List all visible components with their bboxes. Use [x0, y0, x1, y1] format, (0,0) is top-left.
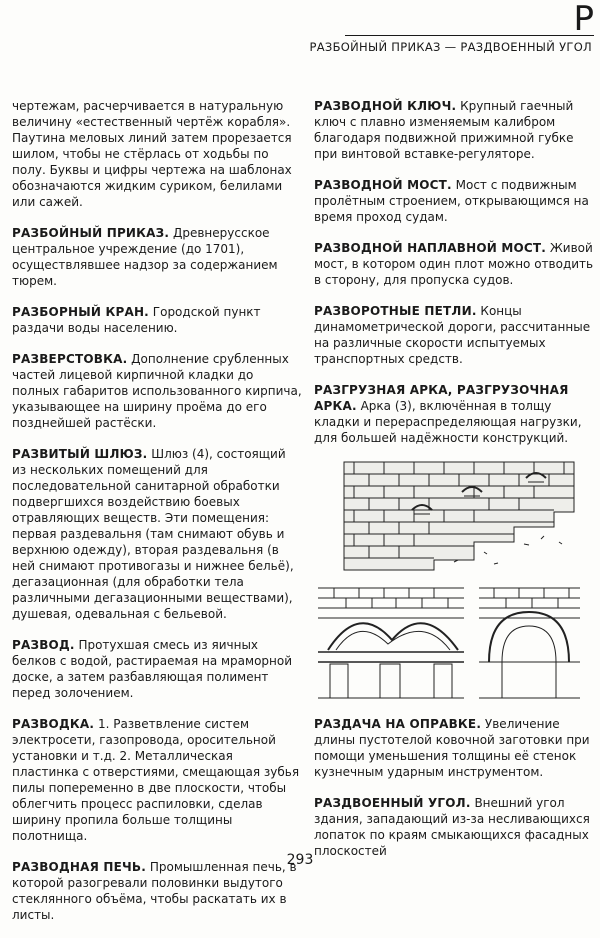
entry-term: РАЗВОДНОЙ НАПЛАВНОЙ МОСТ. — [314, 241, 547, 255]
entry-razvity-shlyuz — [12, 446, 302, 622]
entry-text: Дополнение срубленных частей лицевой кирпичной кладки до полных габаритов использованного кирпича, указывающее на ширину проёма до его позднейшей растёски. — [12, 352, 302, 430]
entry-razvodka — [12, 716, 302, 844]
entry-text: Концы динамометрической дороги, рассчитанные на различные скорости испытуемых транспортных средств. — [314, 304, 591, 366]
continuation-paragraph: чертежам, расчерчивается в натуральную величину «естественный чертёж корабля». Паутина меловых линий затем прорезается шилом, чтобы не стёрлась от ходьбы по полу. Буквы и цифры чертежа на шаблонах обозначаются жидким суриком, белилами или сажей. — [12, 99, 292, 209]
header-rule — [345, 35, 594, 36]
entry-term: РАЗВИТЫЙ ШЛЮЗ. — [12, 447, 148, 461]
entry-term: РАЗБОЙНЫЙ ПРИКАЗ. — [12, 226, 170, 240]
entry-term: РАЗВОДКА. — [12, 717, 95, 731]
entry-term: РАЗВЕРСТОВКА. — [12, 352, 128, 366]
left-column — [12, 98, 302, 938]
entry-text: Мост с подвижным пролётным строением, открывающимся на время проход судам. — [314, 178, 589, 224]
illustration-stepped-wall — [314, 452, 594, 574]
page-number: 293 — [286, 852, 314, 868]
entry-text: Крупный гаечный ключ с плавно изменяемым калибром благодаря подвижной прижимной губке при винтовой вставке-регуляторе. — [314, 99, 574, 161]
entry-text: Увеличение длины пустотелой ковочной заготовки при помощи уменьшения толщины её стенок кузнечным ударным инструментом. — [314, 717, 590, 779]
entry-razvod — [12, 637, 302, 701]
entry-razdvoenny-ugol — [314, 795, 594, 859]
entry-text: Внешний угол здания, западающий из-за несливающихся лопаток по краям смыкающихся фасадных плоскостей — [314, 796, 590, 858]
entry-text: Живой мост, в котором один плот можно отводить в сторону, для пропуска судов. — [314, 241, 594, 287]
entry-term: РАЗВОРОТНЫЕ ПЕТЛИ. — [314, 304, 477, 318]
stepped-relieving-arches-drawing — [314, 452, 584, 574]
entry-razgruznaya-arka — [314, 382, 594, 446]
entry-razvodnoy-klyuch — [314, 98, 594, 162]
entry-razvorotnye-petli — [314, 303, 594, 367]
entry-term: РАЗГРУЗНАЯ АРКА, РАЗГРУЗОЧНАЯ АРКА. — [314, 383, 569, 413]
illustration-arches — [314, 582, 594, 702]
running-title: РАЗБОЙНЫЙ ПРИКАЗ — РАЗДВОЕННЫЙ УГОЛ — [309, 40, 592, 54]
entry-term: РАЗВОД. — [12, 638, 75, 652]
arches-over-openings-drawing — [314, 582, 584, 702]
entry-term: РАЗДВОЕННЫЙ УГОЛ. — [314, 796, 471, 810]
entry-text: Шлюз (4), состоящий из нескольких помещений для последовательной санитарной обработки подвергшихся воздействию боевых отравляющих веществ. Эти помещения: первая раздевальня (там снимают обувь и верхнюю одежду), вторая раздевальня (в ней снимают противогазы и нижнее бельё), дегазационная (для обработки тела различными дегазационными веществами), душевая, одевальная с бельевой. — [12, 447, 294, 621]
entry-razboyny-prikaz — [12, 225, 302, 289]
entry-term: РАЗБОРНЫЙ КРАН. — [12, 305, 149, 319]
right-column — [314, 98, 594, 874]
entry-text: Промышленная печь, в которой разогревали половинки выдутого стеклянного объёма, чтобы раскатать их в листы. — [12, 860, 297, 922]
entry-razdacha-na-opravke — [314, 716, 594, 780]
entry-razverstovka — [12, 351, 302, 431]
entry-text: Городской пункт раздачи воды населению. — [12, 305, 261, 335]
entry-naplavnoy-most — [314, 240, 594, 288]
section-letter: Р — [573, 0, 594, 39]
entry-term: РАЗВОДНАЯ ПЕЧЬ. — [12, 860, 147, 874]
entry-text: Древнерусское центральное учреждение (до 1701), осуществлявшее надзор за содержанием тюрем. — [12, 226, 278, 288]
entry-razvodnoy-most — [314, 177, 594, 225]
entry-text: Арка (3), включённая в толщу кладки и перераспределяющая нагрузки, для большей надёжности конструкций. — [314, 399, 582, 445]
entry-razborny-kran — [12, 304, 302, 336]
entry-razvodnaya-pech — [12, 859, 302, 923]
entry-term: РАЗВОДНОЙ МОСТ. — [314, 178, 452, 192]
entry-term: РАЗДАЧА НА ОПРАВКЕ. — [314, 717, 482, 731]
entry-text: 1. Разветвление систем электросети, газопровода, оросительной установки и т.д. 2. Металлическая пластинка с отверстиями, смещающая зубья пилы попеременно в две плоскости, чтобы облегчить процесс распиловки, сделав ширину пропила больше толщины полотнища. — [12, 717, 300, 843]
entry-text: Протухшая смесь из яичных белков с водой, растираемая на мраморной доске, а затем разбавляющая полимент перед золочением. — [12, 638, 293, 700]
entry-term: РАЗВОДНОЙ КЛЮЧ. — [314, 99, 457, 113]
